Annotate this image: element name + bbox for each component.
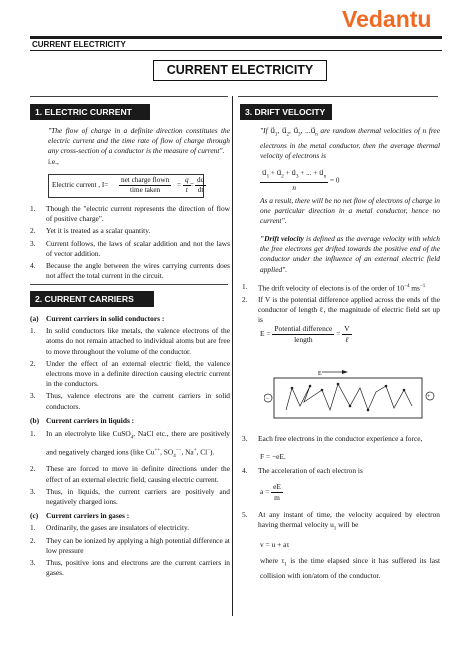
drift-diagram [264,368,436,426]
liquid-p1d: , Na [181,446,194,456]
num-5: 5. [242,510,248,519]
section-1-heading: 1. ELECTRIC CURRENT [30,104,150,120]
formula-dt: dt [197,186,204,194]
intro-a: "If [260,126,271,135]
liquid-p1a: In an electrolyte like CuSO [46,429,131,439]
force-section [242,434,440,444]
sec1-point-text: Because the angle between the wires carrying currents does not affect the total current in the circuit. [46,261,230,281]
field-frac-1 [272,324,334,345]
field-arrowhead [342,370,348,374]
sub-c-heading [30,511,230,521]
num-3: 3. [242,434,248,443]
sec1-intro [48,126,230,167]
p4-text: At any instant of time, the velocity acquired by electron having thermal velocity [258,510,440,530]
accel-lhs: a = [260,487,270,497]
liquid-point: 2. These are forced to move in definite directions under the effect of an external electric field, causing electric current. [30,464,230,484]
field-lhs: E = [260,329,271,339]
where-b: is the time elapsed since it has suffered its last collision with ion/atom of the conductor. [260,556,441,580]
formula-eq-1: = [177,181,182,189]
num-2: 2. [242,294,248,304]
drift-point-2: If V is the potential difference applied across the ends of the conductor of length ℓ, the magnitude of electric field set up is [258,294,440,325]
accel-frac [271,482,283,503]
force-formula: F = −eE. [260,452,286,461]
formula-den: time taken [130,186,161,194]
positive-label: + [427,394,431,400]
p3b-text: The acceleration of each electron is [258,466,363,475]
drift-def-bold: "Drift velocity [260,234,304,243]
sec1-point-text: Yet it is treated as a scalar quantity. [46,226,151,236]
sec1-ie: i.e., [48,156,59,166]
drift-point-1: The drift velocity of electons is of the order of 10 [258,283,405,293]
solid-point-text: In solid conductors like metals, the valence electrons of the atoms do not remain attached to individual atoms but are free to move throughout the volume of the conductor. [46,326,230,356]
page-title: CURRENT ELECTRICITY [153,60,327,81]
vedantu-logo [336,6,456,34]
current-formula [48,174,204,198]
intro-b: are random thermal velocities of n free electrons in the metal conductor, then the average thermal velocity of electrons is [260,126,440,160]
drift-definition [260,234,440,275]
sub-a-label: (a) [30,314,39,323]
drift-result: As a result, there will be no net flow of electrons of charge in one particular direction in a metal conductor, hence no current". [260,196,440,226]
liquid-point: 3. Thus, in liquids, the current carriers are positively and negatively charged ions. [30,486,230,507]
field-den: length [294,335,313,344]
sec1-point: 4. Because the angle between the wires carrying currents does not affect the total current in the circuit. [30,261,230,281]
sec1-point: 3. Current follows, the laws of scalar addition and not the laws of vector addition. [30,238,230,258]
sub-a-title: Current carriers in solid conductors : [46,314,165,323]
sec1-point: 1. Though the "electric current represents the direction of flow of positive charge". [30,204,230,224]
sec1-point-text: Current follows, the laws of scalar addition and not the laws of vector addition. [46,238,230,258]
sub-b-title: Current carriers in liquids : [46,415,135,425]
gas-point-text: They can be ionized by applying a high potential difference at low pressure [46,535,230,555]
drift-point [242,434,440,444]
field-label: E [318,371,322,377]
sub-b-label: (b) [30,415,40,425]
sub-c-label: (c) [30,511,39,521]
gas-point-text: Thus, positive ions and electrons are the current carriers in gases. [46,558,230,578]
sec1-point-text: Though the "electric current represents the direction of flow of positive charge". [46,204,230,224]
left-rule-2 [30,284,228,285]
field-frac-2 [342,324,351,345]
formula-lhs: Electric current , I= [52,181,109,189]
drift-intro: "If $u⃗_1$, $u⃗_2$, $u⃗_3$, $...u⃗_n$ are random thermal velocities of n free electrons in the metal conductor, then the average thermal velocity of electrons is [260,126,440,160]
solid-point: 3. Thus, valence electrons are the current carriers in solid conductors. [30,391,230,411]
formula-frac-1 [119,176,171,195]
velocity-section [242,510,440,535]
vedantu-logo-mark [336,6,456,34]
liquid-p1e: , Cl [196,446,208,456]
p1-unit: ms [409,283,420,293]
right-rule-top [238,96,438,97]
drift-points [242,282,440,325]
liquid-p1c: , SO [160,446,174,456]
sub-b-heading [30,416,230,426]
column-divider [232,96,233,616]
electron-dot [349,405,352,408]
accel-formula [260,482,283,503]
gas-point: 2. They can be ionized by applying a high potential difference at low pressure [30,535,230,555]
electron-dot [385,385,388,388]
electron-dot [291,387,294,390]
avg-velocity-formula [260,168,339,193]
solid-point: 1. In solid conductors like metals, the valence electrons of the atoms do not remain attached to individual atoms but are free to move throughout the volume of the conductor. [30,326,230,356]
drift-point: 5. At any instant of time, the velocity acquired by electron having thermal velocity $u_1$ will be [242,510,440,532]
liquid-point-text: These are forced to move in definite directions under the effect of an external electric field, causing electric current. [46,464,230,484]
drift-diagram-svg [264,368,436,426]
electron-dot [321,389,324,392]
field-v: V [344,324,350,333]
accel-intro [242,466,440,476]
sec1-intro-text: "The flow of charge in a definite direction constitutes the electric current and the time rate of flow of charge through any cross-section of a conductor is the measure of current". [48,126,230,156]
drift-point [242,466,440,476]
electron-dot [403,389,406,392]
p4-u: u [330,520,334,530]
sec1-point: 2. Yet it is treated as a scalar quantity. [30,226,151,236]
logo-text: Vedantu [342,6,432,32]
num-4: 4. [242,466,248,475]
solid-point-text: Thus, valence electrons are the current carriers in solid conductors. [46,391,230,411]
where-text: where $\tau_1$ is the time elapsed since it has suffered its last collision with ion/atom of the conductor. [260,556,441,580]
sub-c-title: Current carriers in gases : [46,511,130,521]
section-2-heading: 2. CURRENT CARRIERS [30,291,154,307]
sub-a-heading [30,314,230,324]
field-num: Potential difference [274,324,333,333]
solid-point: 2. Under the effect of an external electric field, the valence electrons move in a definite direction causing electric current in the conductors. [30,358,230,389]
field-l: ℓ [345,335,349,344]
formula-dq: dq [197,176,205,184]
accel-num: eE [273,482,281,491]
negative-label: − [266,396,270,402]
p1-exp: −4 [404,284,410,289]
p3-text: Each free electrons in the conductor experience a force, [258,434,423,443]
avg-rhs: = 0 [330,176,340,185]
electron-dot [309,385,312,388]
formula-frac-3 [195,176,206,195]
electron-dots [291,383,406,412]
where-a: where τ [260,556,285,565]
liquid-point: 1. In an electrolyte like CuSO$_4$, NaCl etc., there are positively and negatively charged ions (like Cu++, $SO_4^{--}$, Na+, Cl−). [30,429,230,459]
sec1-points [30,204,230,281]
avg-frac: $\frac{u⃗_1 + u⃗_2 + u⃗_3 + ... + u⃗_n}{n}$ [262,169,327,193]
p4-will: will be [336,520,359,530]
formula-q: q [185,176,189,184]
formula-eq-2: = [190,181,195,189]
drift-point [242,282,440,294]
drift-point [242,295,440,326]
liquid-p1f: ). [210,446,215,456]
field-formula [260,324,352,345]
accel-den: m [274,493,280,502]
formula-t: t [185,186,188,194]
gas-point: 1. Ordinarily, the gases are insulators of electricity. [30,523,190,533]
topic-header: CURRENT ELECTRICITY [30,36,442,51]
field-eq: = [336,329,341,339]
velocity-formula: v = u + aτ [260,540,290,549]
liquid-p1b: , NaCl etc., there are positively and negatively charged ions (like Cu [46,429,230,456]
electron-dot [367,409,370,412]
solid-point-text: Under the effect of an external electric field, the valence electrons move in a definite direction causing electric current in the conductors. [46,358,230,389]
electron-dot [337,383,340,386]
gas-point: 3. Thus, positive ions and electrons are the current carriers in gases. [30,558,230,578]
drift-def-rest: is defined as the average velocity with which the free electrons get drifted towards the positive end of the conductor under the influence of an external electric field applied". [260,234,440,274]
formula-num: net charge flown [121,176,170,184]
left-rule-top [30,96,228,97]
section-3-heading: 3. DRIFT VELOCITY [240,104,332,120]
liquid-point-text: Thus, in liquids, the current carriers are positively and negatively charged ions. [46,486,230,507]
gas-point-text: Ordinarily, the gases are insulators of electricity. [46,523,190,533]
p1-unit-exp: −1 [419,284,426,289]
num-1: 1. [242,282,248,291]
carriers-body [30,314,230,578]
avg-den: n [292,184,296,193]
